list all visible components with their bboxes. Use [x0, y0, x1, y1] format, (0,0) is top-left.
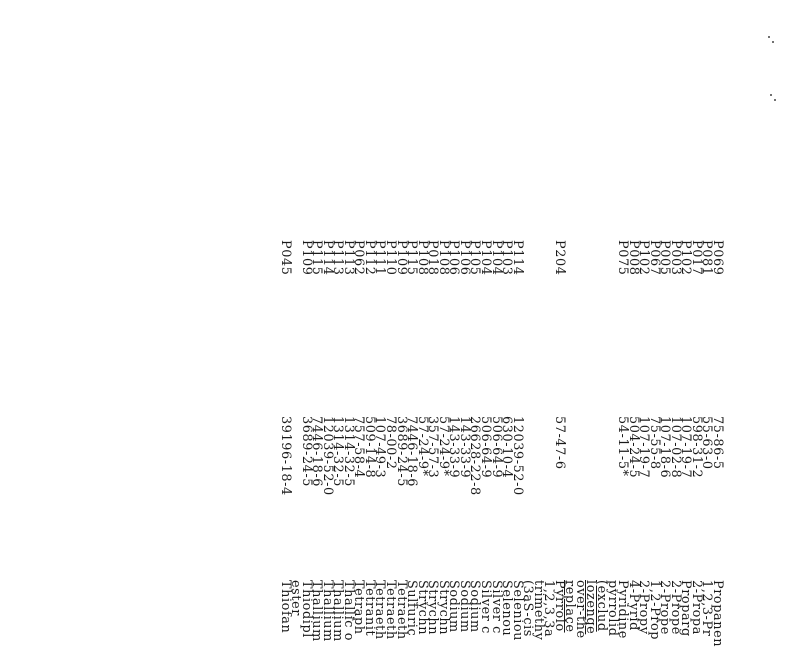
substance-name-cell: Sulfuric [404, 580, 420, 637]
waste-code-cell: P005 [657, 240, 673, 276]
waste-code-cell: P062 [351, 240, 367, 276]
substance-name-cell: Strychn [414, 580, 430, 636]
substance-name-cell: Silver c [488, 580, 504, 634]
cas-number-cell: 7446-18-6 [309, 416, 325, 488]
cas-number-cell: 630-10-4 [499, 416, 515, 479]
waste-code-cell: P106 [446, 240, 462, 276]
cas-number-cell: 57-24-9* [414, 416, 430, 477]
waste-code-cell: P110 [383, 240, 399, 276]
substance-name-cell: Sodium [467, 580, 483, 633]
cas-number-cell: 107-02-8 [667, 416, 683, 479]
cas-number-cell [585, 416, 596, 496]
cas-number-cell: 54-11-5* [615, 416, 631, 477]
substance-name-column [277, 580, 725, 650]
cas-number-cell: 12039-52-0 [319, 416, 335, 496]
cas-number-cell: 107-49-3 [372, 416, 388, 479]
scan-speck [768, 36, 770, 38]
substance-name-cell: Pyridine [615, 580, 631, 639]
substance-name-cell: Thallium [319, 580, 335, 642]
waste-code-cell: P102 [636, 240, 652, 276]
cas-number-cell: 57-24-9* [435, 416, 451, 477]
cas-number-cell: 39196-18-4 [277, 416, 293, 496]
substance-name-cell: (exclud [593, 580, 609, 632]
cas-number-cell: 78-00-2 [383, 416, 399, 470]
waste-code-cell [585, 240, 596, 275]
cas-number-cell: 506-64-9 [477, 416, 493, 479]
substance-name-cell: Thallic o [340, 580, 356, 642]
substance-name-cell: pyrrolid [604, 580, 620, 637]
cas-number-cell: 12039-52-0 [509, 416, 525, 496]
cas-number-cell [595, 416, 606, 496]
cas-number-cell: 598-31-2 [688, 416, 704, 479]
substance-name-cell: 1,2,3,3a [541, 580, 557, 638]
scan-speck [774, 99, 776, 101]
cas-number-cell: 1314-32-5 [340, 416, 356, 488]
waste-code-cell: P069 [710, 240, 725, 276]
cas-number-cell: 7446-18-6 [404, 416, 420, 488]
substance-name-cell: Pyrrolo [551, 580, 567, 632]
substance-name-cell: 2-Propy [636, 580, 652, 635]
substance-name-cell: 1,2-Prop [646, 580, 662, 641]
waste-code-cell: P075 [615, 240, 631, 276]
substance-name-cell: Sodium [446, 580, 462, 633]
cas-number-cell: 504-24-5 [625, 416, 641, 479]
waste-code-cell: P108 [435, 240, 451, 276]
substance-name-cell: Sodium [456, 580, 472, 633]
substance-name-cell: Tetranit [361, 580, 377, 637]
cas-number-cell: 143-33-9 [446, 416, 462, 479]
substance-name-cell: ester [288, 580, 304, 616]
cas-number-column [277, 416, 725, 496]
substance-name-cell: Proparg [678, 580, 694, 637]
substance-name-cell: (3aS-cis [520, 580, 536, 637]
cas-number-cell: 75-55-8 [646, 416, 662, 470]
substance-name-cell: over-the [572, 580, 588, 639]
waste-code-cell: P106 [456, 240, 472, 276]
cas-number-cell: 107-18-6 [657, 416, 673, 479]
scan-speck [770, 94, 772, 96]
cas-number-cell: 75-86-5 [710, 416, 725, 470]
cas-number-cell: 357-57-3 [425, 416, 441, 479]
scan-speck [772, 41, 774, 43]
waste-code-cell: P105 [467, 240, 483, 276]
cas-number-cell: 757-58-4 [351, 416, 367, 479]
substance-name-cell: Thallium [330, 580, 346, 642]
cas-number-cell: 509-14-8 [361, 416, 377, 479]
waste-code-column [277, 240, 725, 276]
substance-name-cell: Tetraph [351, 580, 367, 635]
waste-code-cell: P115 [309, 240, 325, 276]
substance-name-cell: Thiofan [277, 580, 293, 634]
waste-code-cell: P102 [678, 240, 694, 276]
waste-code-cell [595, 240, 606, 275]
rotated-waste-code-table [112, 240, 725, 648]
waste-code-cell: P109 [393, 240, 409, 276]
substance-name-cell: 2-Prope [657, 580, 673, 635]
waste-code-cell: P104 [488, 240, 504, 276]
substance-name-cell: replace [562, 580, 578, 633]
substance-name-cell: Silver c [477, 580, 493, 634]
substance-name-cell: trimethy [530, 580, 546, 641]
substance-name-cell: Strychn [435, 580, 451, 636]
waste-code-cell: P111 [372, 240, 388, 276]
cas-number-cell: 1314-32-5 [330, 416, 346, 488]
cas-number-cell: 107-19-7 [678, 416, 694, 479]
cas-number-cell: 26628-22-8 [467, 416, 483, 496]
cas-number-cell [574, 416, 585, 496]
substance-name-cell: Thiodipl [298, 580, 314, 638]
cas-number-cell: 57-47-6 [551, 416, 567, 470]
substance-name-cell: Tetraeth [393, 580, 409, 640]
substance-name-cell: Seleniou [509, 580, 525, 642]
substance-name-cell: 2-Prope [667, 580, 683, 635]
substance-name-cell: lozenge [583, 580, 599, 635]
waste-code-cell: P204 [551, 240, 567, 276]
waste-code-cell: P081 [699, 240, 715, 276]
substance-name-cell: Tetraeth [372, 580, 388, 640]
waste-code-cell [532, 240, 543, 275]
cas-number-cell: 107-19-7 [636, 416, 652, 479]
waste-code-cell: P109 [298, 240, 314, 276]
waste-code-cell: P108 [414, 240, 430, 276]
substance-name-cell: Propanen [710, 580, 725, 648]
substance-name-cell: 2-Propa [688, 580, 704, 635]
waste-code-cell: P003 [667, 240, 683, 276]
cas-number-cell: 143-33-9 [456, 416, 472, 479]
waste-code-cell: P115 [404, 240, 420, 276]
cas-number-cell [532, 416, 543, 496]
cas-number-cell: 55-63-0 [699, 416, 715, 470]
waste-code-cell: P045 [277, 240, 293, 276]
waste-code-cell: P114 [319, 240, 335, 276]
waste-code-cell: P018 [425, 240, 441, 276]
substance-name-cell: Thallium [309, 580, 325, 642]
substance-name-cell: 4-Pyrid [625, 580, 641, 631]
cas-number-cell: 3689-24-5 [393, 416, 409, 488]
waste-code-cell: P017 [688, 240, 704, 276]
cas-number-cell: 506-64-9 [488, 416, 504, 479]
waste-code-cell: P113 [340, 240, 356, 276]
waste-code-cell: P114 [509, 240, 525, 276]
waste-code-cell: P112 [361, 240, 377, 276]
waste-code-cell: P103 [499, 240, 515, 276]
waste-code-cell: P008 [625, 240, 641, 276]
waste-code-cell: P113 [330, 240, 346, 276]
substance-name-cell: 1,2,3-Pr [699, 580, 715, 637]
substance-name-cell: Strychn [425, 580, 441, 636]
substance-name-cell: Selenou [499, 580, 515, 637]
substance-name-cell: Tetraeth [383, 580, 399, 640]
waste-code-cell: P067 [646, 240, 662, 276]
waste-code-cell [574, 240, 585, 275]
cas-number-cell: 3689-24-5 [298, 416, 314, 488]
waste-code-cell: P104 [477, 240, 493, 276]
